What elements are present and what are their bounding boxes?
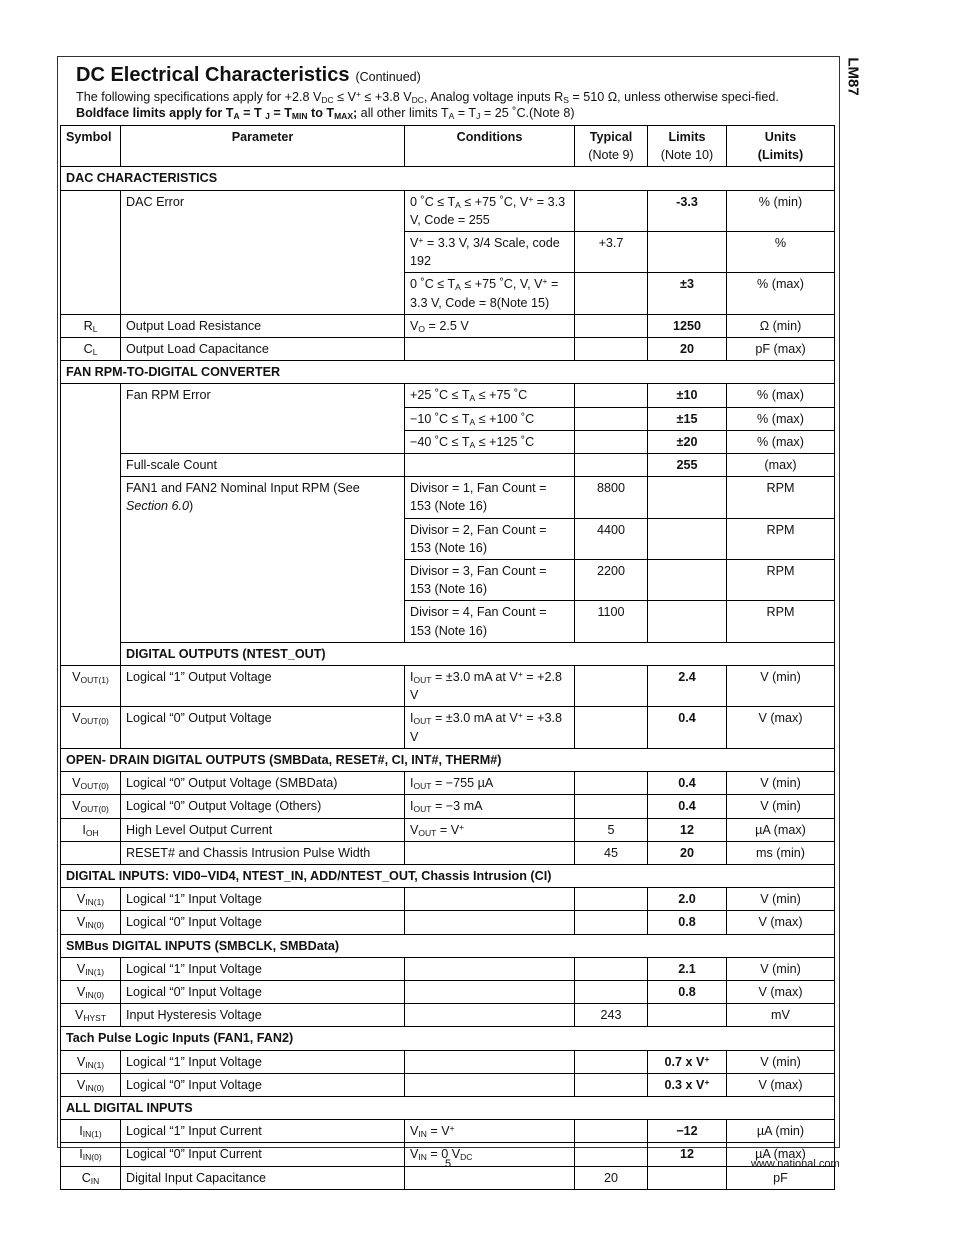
units-cell: % (max) — [727, 273, 835, 314]
conditions-cell: $V_O = 2.5$ V — [405, 314, 575, 337]
table-row — [61, 957, 835, 980]
spec-table — [60, 125, 835, 1190]
symbol-cell: $V_{OUT(1)}$ — [61, 666, 121, 707]
typical-cell — [575, 407, 648, 430]
limits-cell: ±10 — [648, 384, 727, 407]
parameter-cell: Logical “0” Output Voltage — [121, 707, 405, 748]
typical-cell: 2200 — [575, 560, 648, 601]
parameter-cell: Output Load Resistance — [121, 314, 405, 337]
typical-cell — [575, 1073, 648, 1096]
page-number: 5 — [445, 1158, 452, 1170]
conditions-cell: Divisor = 4, Fan Count = 153 (Note 16) — [405, 601, 575, 642]
parameter-cell: Logical “1” Input Current — [121, 1120, 405, 1143]
section-header-row — [61, 1096, 835, 1119]
limits-cell: −12 — [648, 1120, 727, 1143]
table-row — [61, 314, 835, 337]
conditions-cell: $V_{OUT} = V^+$ — [405, 818, 575, 841]
typical-cell — [575, 795, 648, 818]
units-cell: RPM — [727, 477, 835, 518]
footer-url[interactable]: www.national.com — [751, 1158, 840, 1170]
limits-cell: 0.7 x V+ — [648, 1050, 727, 1073]
parameter-cell: Logical “0” Input Current — [121, 1143, 405, 1166]
parameter-cell: Digital Input Capacitance — [121, 1166, 405, 1189]
section-header-row — [61, 864, 835, 887]
conditions-cell — [405, 841, 575, 864]
typical-cell — [575, 1143, 648, 1166]
conditions-cell — [405, 1004, 575, 1027]
limits-cell: 1250 — [648, 314, 727, 337]
conditions-cell: Divisor = 3, Fan Count = 153 (Note 16) — [405, 560, 575, 601]
typical-cell — [575, 273, 648, 314]
limits-cell — [648, 601, 727, 642]
table-row — [61, 911, 835, 934]
parameter-cell: FAN1 and FAN2 Nominal Input RPM (See Section 6.0) — [121, 477, 405, 643]
typical-cell — [575, 772, 648, 795]
part-number: LM87 — [844, 57, 862, 96]
table-row — [61, 707, 835, 748]
intro-paragraph: The following specifications apply for +2.8 $V_{DC} \le V^+ \le +3.8$ $V_{DC}$, Analog voltage inputs $R_S = 510$ Ω, unless otherwise speci-fied. Boldface limits apply for $T_A = T$ $_J = T_{MIN}$ to $T_{MAX}$; all other limits $T_A = T_J = 25$ ˚C.(Note 8) — [76, 89, 779, 121]
table-row — [61, 841, 835, 864]
symbol-cell: $I_{OH}$ — [61, 818, 121, 841]
units-cell: V (min) — [727, 957, 835, 980]
table-row — [61, 190, 835, 231]
limits-cell: ±3 — [648, 273, 727, 314]
header-typical: Typical (Note 9) — [575, 126, 648, 167]
section-title-cell: DIGITAL INPUTS: VID0–VID4, NTEST_IN, ADD/NTEST_OUT, Chassis Intrusion (CI) — [61, 864, 835, 887]
table-row — [61, 1004, 835, 1027]
typical-cell — [575, 1120, 648, 1143]
units-cell: ms (min) — [727, 841, 835, 864]
limits-cell: 2.1 — [648, 957, 727, 980]
limits-cell — [648, 477, 727, 518]
typical-cell: 1100 — [575, 601, 648, 642]
section-title-cell: DIGITAL OUTPUTS (NTEST_OUT) — [121, 642, 835, 665]
conditions-cell — [405, 888, 575, 911]
limits-cell: 0.4 — [648, 707, 727, 748]
conditions-cell: −40 ˚C ≤ $T_A \le +125$ ˚C — [405, 430, 575, 453]
section-header-row — [61, 934, 835, 957]
typical-cell: 243 — [575, 1004, 648, 1027]
units-cell: % (max) — [727, 407, 835, 430]
typical-cell — [575, 957, 648, 980]
typical-cell: 45 — [575, 841, 648, 864]
symbol-cell — [61, 190, 121, 314]
section-title-cell: FAN RPM-TO-DIGITAL CONVERTER — [61, 361, 835, 384]
units-cell: mV — [727, 1004, 835, 1027]
limits-cell: 20 — [648, 338, 727, 361]
conditions-cell — [405, 980, 575, 1003]
conditions-cell — [405, 911, 575, 934]
units-cell: µA (min) — [727, 1120, 835, 1143]
symbol-cell: $I_{IN(0)}$ — [61, 1143, 121, 1166]
limits-cell — [648, 1004, 727, 1027]
conditions-cell: +25 ˚C ≤ $T_A \le +75$ ˚C — [405, 384, 575, 407]
symbol-cell: $C_L$ — [61, 338, 121, 361]
section-title-cell: OPEN- DRAIN DIGITAL OUTPUTS (SMBData, RESET#, CI, INT#, THERM#) — [61, 748, 835, 771]
parameter-cell: Output Load Capacitance — [121, 338, 405, 361]
symbol-cell: $V_{OUT(0)}$ — [61, 772, 121, 795]
symbol-cell: $V_{IN(1)}$ — [61, 957, 121, 980]
parameter-cell: DAC Error — [121, 190, 405, 314]
limits-cell: 0.8 — [648, 911, 727, 934]
limits-cell: 2.0 — [648, 888, 727, 911]
units-cell: RPM — [727, 601, 835, 642]
table-row — [61, 818, 835, 841]
header-symbol: Symbol — [61, 126, 121, 167]
typical-cell — [575, 1050, 648, 1073]
units-cell: V (min) — [727, 888, 835, 911]
conditions-cell: $I_{OUT} = \pm 3.0$ mA at V+ = +2.8 V — [405, 666, 575, 707]
limits-cell: 2.4 — [648, 666, 727, 707]
spec-table-body — [61, 167, 835, 1189]
typical-cell — [575, 888, 648, 911]
conditions-cell: −10 ˚C ≤ $T_A \le +100$ ˚C — [405, 407, 575, 430]
table-row — [61, 888, 835, 911]
typical-cell — [575, 338, 648, 361]
typical-cell: 5 — [575, 818, 648, 841]
table-row — [61, 666, 835, 707]
units-cell: % (max) — [727, 384, 835, 407]
typical-cell — [575, 314, 648, 337]
conditions-cell: 0 ˚C ≤ $T_A \le +75$ ˚C, V+ = 3.3 V, Code = 255 — [405, 190, 575, 231]
parameter-cell: Logical “1” Input Voltage — [121, 1050, 405, 1073]
title-block — [76, 64, 816, 121]
table-row — [61, 1050, 835, 1073]
limits-cell: 0.8 — [648, 980, 727, 1003]
conditions-cell: 0 ˚C ≤ $T_A \le +75$ ˚C, V, V+ = 3.3 V, Code = 8(Note 15) — [405, 273, 575, 314]
units-cell: V (min) — [727, 772, 835, 795]
typical-cell — [575, 454, 648, 477]
units-cell: V (min) — [727, 666, 835, 707]
table-row — [61, 477, 835, 518]
units-cell: RPM — [727, 560, 835, 601]
header-limits: Limits (Note 10) — [648, 126, 727, 167]
table-row — [61, 338, 835, 361]
continued-label: (Continued) — [355, 70, 421, 84]
units-cell: pF — [727, 1166, 835, 1189]
conditions-cell: V+ = 3.3 V, 3/4 Scale, code 192 — [405, 232, 575, 273]
limits-cell: 255 — [648, 454, 727, 477]
conditions-cell: $I_{OUT} = \pm 3.0$ mA at V+ = +3.8 V — [405, 707, 575, 748]
typical-cell: +3.7 — [575, 232, 648, 273]
typical-cell: 20 — [575, 1166, 648, 1189]
parameter-cell: Fan RPM Error — [121, 384, 405, 454]
limits-cell: -3.3 — [648, 190, 727, 231]
parameter-cell: Logical “0” Input Voltage — [121, 1073, 405, 1096]
parameter-cell: Full-scale Count — [121, 454, 405, 477]
conditions-cell: $V_{IN} = V^+$ — [405, 1120, 575, 1143]
parameter-cell: High Level Output Current — [121, 818, 405, 841]
limits-cell — [648, 232, 727, 273]
symbol-cell — [61, 384, 121, 666]
limits-cell — [648, 560, 727, 601]
conditions-cell — [405, 1166, 575, 1189]
header-row — [61, 126, 835, 167]
parameter-cell: Logical “1” Input Voltage — [121, 888, 405, 911]
symbol-cell: $V_{OUT(0)}$ — [61, 707, 121, 748]
units-cell: µA (max) — [727, 1143, 835, 1166]
section-header-row — [61, 167, 835, 190]
parameter-cell: Logical “0” Input Voltage — [121, 911, 405, 934]
section-header-row — [61, 642, 835, 665]
section-title-cell: SMBus DIGITAL INPUTS (SMBCLK, SMBData) — [61, 934, 835, 957]
section-title — [76, 64, 816, 87]
units-cell: % (max) — [727, 430, 835, 453]
conditions-cell — [405, 957, 575, 980]
limits-cell: 0.4 — [648, 795, 727, 818]
section-title-cell: Tach Pulse Logic Inputs (FAN1, FAN2) — [61, 1027, 835, 1050]
limits-cell: ±20 — [648, 430, 727, 453]
section-title-cell: ALL DIGITAL INPUTS — [61, 1096, 835, 1119]
limits-cell — [648, 1166, 727, 1189]
symbol-cell — [61, 841, 121, 864]
units-cell: (max) — [727, 454, 835, 477]
typical-cell — [575, 707, 648, 748]
header-parameter: Parameter — [121, 126, 405, 167]
units-cell: V (min) — [727, 795, 835, 818]
typical-cell — [575, 384, 648, 407]
limits-cell: 0.3 x V+ — [648, 1073, 727, 1096]
typical-cell — [575, 666, 648, 707]
table-row — [61, 980, 835, 1003]
units-cell: V (max) — [727, 1073, 835, 1096]
parameter-cell: Logical “1” Output Voltage — [121, 666, 405, 707]
table-row — [61, 384, 835, 407]
symbol-cell: $V_{IN(0)}$ — [61, 911, 121, 934]
conditions-cell: Divisor = 1, Fan Count = 153 (Note 16) — [405, 477, 575, 518]
units-cell: % — [727, 232, 835, 273]
parameter-cell: Input Hysteresis Voltage — [121, 1004, 405, 1027]
symbol-cell: $V_{IN(1)}$ — [61, 888, 121, 911]
typical-cell — [575, 430, 648, 453]
typical-cell — [575, 980, 648, 1003]
units-cell: V (min) — [727, 1050, 835, 1073]
parameter-cell: RESET# and Chassis Intrusion Pulse Width — [121, 841, 405, 864]
conditions-cell — [405, 338, 575, 361]
page-title: DC Electrical Characteristics — [76, 64, 350, 86]
conditions-cell — [405, 1073, 575, 1096]
symbol-cell: $V_{IN(0)}$ — [61, 980, 121, 1003]
table-row — [61, 454, 835, 477]
conditions-cell: $V_{IN} = 0$ $V_{DC}$ — [405, 1143, 575, 1166]
conditions-cell — [405, 454, 575, 477]
section-title-cell: DAC CHARACTERISTICS — [61, 167, 835, 190]
symbol-cell: $V_{IN(0)}$ — [61, 1073, 121, 1096]
limits-cell: 0.4 — [648, 772, 727, 795]
table-row — [61, 795, 835, 818]
typical-cell: 8800 — [575, 477, 648, 518]
units-cell: RPM — [727, 518, 835, 559]
limits-cell: 12 — [648, 818, 727, 841]
table-row — [61, 772, 835, 795]
units-cell: V (max) — [727, 980, 835, 1003]
side-part-tag — [842, 52, 872, 102]
units-cell: V (max) — [727, 707, 835, 748]
symbol-cell: $R_L$ — [61, 314, 121, 337]
conditions-cell: $I_{OUT} = -755$ µA — [405, 772, 575, 795]
header-conditions: Conditions — [405, 126, 575, 167]
limits-cell: 20 — [648, 841, 727, 864]
table-row — [61, 1073, 835, 1096]
limits-cell — [648, 518, 727, 559]
units-cell: % (min) — [727, 190, 835, 231]
limits-cell: ±15 — [648, 407, 727, 430]
typical-cell — [575, 190, 648, 231]
symbol-cell: $V_{OUT(0)}$ — [61, 795, 121, 818]
units-cell: V (max) — [727, 911, 835, 934]
units-cell: µA (max) — [727, 818, 835, 841]
typical-cell: 4400 — [575, 518, 648, 559]
table-row — [61, 1120, 835, 1143]
symbol-cell: $V_{HYST}$ — [61, 1004, 121, 1027]
units-cell: pF (max) — [727, 338, 835, 361]
parameter-cell: Logical “1” Input Voltage — [121, 957, 405, 980]
units-cell: Ω (min) — [727, 314, 835, 337]
symbol-cell: $I_{IN(1)}$ — [61, 1120, 121, 1143]
typical-cell — [575, 911, 648, 934]
conditions-cell: $I_{OUT} = -3$ mA — [405, 795, 575, 818]
parameter-cell: Logical “0” Input Voltage — [121, 980, 405, 1003]
limits-cell: 12 — [648, 1143, 727, 1166]
conditions-cell — [405, 1050, 575, 1073]
parameter-cell: Logical “0” Output Voltage (Others) — [121, 795, 405, 818]
symbol-cell: $C_{IN}$ — [61, 1166, 121, 1189]
symbol-cell: $V_{IN(1)}$ — [61, 1050, 121, 1073]
parameter-cell: Logical “0” Output Voltage (SMBData) — [121, 772, 405, 795]
conditions-cell: Divisor = 2, Fan Count = 153 (Note 16) — [405, 518, 575, 559]
header-units: Units (Limits) — [727, 126, 835, 167]
section-header-row — [61, 748, 835, 771]
section-header-row — [61, 1027, 835, 1050]
section-header-row — [61, 361, 835, 384]
